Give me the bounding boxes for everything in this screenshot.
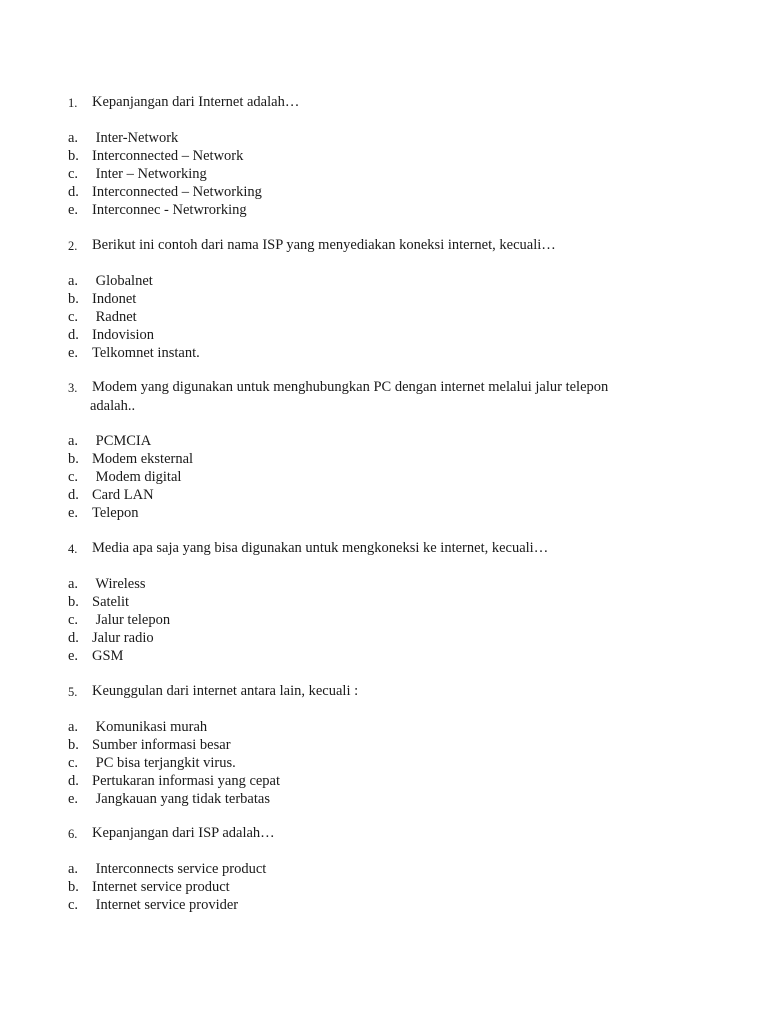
option-text: Pertukaran informasi yang cepat	[92, 773, 281, 789]
options-list	[68, 718, 688, 808]
option-c	[68, 754, 688, 772]
option-e	[68, 504, 688, 522]
option-text: Interconnects service product	[92, 861, 267, 877]
question-3	[68, 378, 688, 522]
question-4	[68, 539, 688, 665]
option-letter: c.	[68, 897, 79, 913]
option-text: Jangkauan yang tidak terbatas	[92, 791, 270, 807]
option-e	[68, 344, 688, 362]
option-a	[68, 129, 688, 147]
option-e	[68, 201, 688, 219]
option-letter: b.	[68, 451, 79, 467]
options-list	[68, 575, 688, 665]
option-letter: a.	[68, 719, 79, 735]
option-text: Indonet	[92, 291, 137, 307]
option-letter: a.	[68, 861, 79, 877]
option-a	[68, 432, 688, 450]
option-letter: c.	[68, 166, 79, 182]
option-a	[68, 575, 688, 593]
option-text: Inter-Network	[92, 130, 179, 146]
option-c	[68, 165, 688, 183]
option-letter: b.	[68, 594, 79, 610]
option-letter: d.	[68, 773, 79, 789]
option-text: Wireless	[92, 576, 146, 592]
question-number: 3.	[68, 381, 78, 395]
option-text: Modem eksternal	[92, 451, 194, 467]
option-e	[68, 647, 688, 665]
option-text: Jalur radio	[92, 630, 154, 646]
option-letter: b.	[68, 291, 79, 307]
question-line	[68, 378, 688, 397]
question-number: 6.	[68, 827, 78, 841]
option-text: Interconnected – Network	[92, 148, 244, 164]
option-text: Komunikasi murah	[92, 719, 208, 735]
option-letter: d.	[68, 327, 79, 343]
option-a	[68, 272, 688, 290]
option-text: Indovision	[92, 327, 155, 343]
option-b	[68, 450, 688, 468]
question-text: Keunggulan dari internet antara lain, kecuali :	[92, 683, 359, 699]
question-text: Kepanjangan dari ISP adalah…	[92, 825, 275, 841]
option-text: GSM	[92, 648, 124, 664]
option-letter: e.	[68, 345, 79, 361]
option-letter: b.	[68, 737, 79, 753]
option-text: Internet service product	[92, 879, 230, 895]
option-text: Internet service provider	[92, 897, 239, 913]
question-text: Kepanjangan dari Internet adalah…	[92, 94, 300, 110]
option-text: Satelit	[92, 594, 130, 610]
option-text: Interconnected – Networking	[92, 184, 262, 200]
question-number: 1.	[68, 96, 78, 110]
question-line	[68, 539, 688, 558]
option-c	[68, 896, 688, 914]
option-letter: e.	[68, 791, 79, 807]
option-b	[68, 290, 688, 308]
option-letter: b.	[68, 879, 79, 895]
options-list	[68, 860, 688, 914]
option-e	[68, 790, 688, 808]
option-letter: e.	[68, 648, 79, 664]
option-letter: b.	[68, 148, 79, 164]
option-a	[68, 860, 688, 878]
question-6	[68, 824, 688, 914]
option-d	[68, 772, 688, 790]
question-text: Berikut ini contoh dari nama ISP yang menyediakan koneksi internet, kecuali…	[92, 237, 556, 253]
question-text-continuation: adalah..	[90, 398, 136, 414]
option-b	[68, 593, 688, 611]
option-text: Radnet	[92, 309, 137, 325]
option-letter: c.	[68, 612, 79, 628]
options-list	[68, 129, 688, 219]
option-d	[68, 486, 688, 504]
option-letter: d.	[68, 487, 79, 503]
option-b	[68, 878, 688, 896]
option-letter: e.	[68, 202, 79, 218]
option-d	[68, 326, 688, 344]
option-letter: a.	[68, 576, 79, 592]
option-text: Globalnet	[92, 273, 153, 289]
option-text: Jalur telepon	[92, 612, 171, 628]
question-line	[68, 93, 688, 112]
option-text: Telkomnet instant.	[92, 345, 200, 361]
option-d	[68, 183, 688, 201]
options-list	[68, 432, 688, 522]
question-number: 5.	[68, 685, 78, 699]
option-letter: a.	[68, 433, 79, 449]
question-number: 2.	[68, 239, 78, 253]
option-letter: c.	[68, 469, 79, 485]
option-letter: a.	[68, 130, 79, 146]
options-list	[68, 272, 688, 362]
option-c	[68, 308, 688, 326]
option-d	[68, 629, 688, 647]
option-letter: a.	[68, 273, 79, 289]
option-text: PCMCIA	[92, 433, 152, 449]
question-1	[68, 93, 688, 219]
option-text: Telepon	[92, 505, 139, 521]
question-text: Media apa saja yang bisa digunakan untuk mengkoneksi ke internet, kecuali…	[92, 540, 549, 556]
question-2	[68, 236, 688, 362]
option-c	[68, 468, 688, 486]
option-b	[68, 147, 688, 165]
question-number: 4.	[68, 542, 78, 556]
option-b	[68, 736, 688, 754]
question-5	[68, 682, 688, 808]
question-line	[68, 824, 688, 843]
option-letter: c.	[68, 755, 79, 771]
option-c	[68, 611, 688, 629]
option-text: PC bisa terjangkit virus.	[92, 755, 236, 771]
option-letter: d.	[68, 184, 79, 200]
option-text: Inter – Networking	[92, 166, 207, 182]
question-text: Modem yang digunakan untuk menghubungkan PC dengan internet melalui jalur telepon	[92, 379, 609, 395]
option-a	[68, 718, 688, 736]
question-line	[68, 236, 688, 255]
option-text: Interconnec - Netwrorking	[92, 202, 247, 218]
option-letter: e.	[68, 505, 79, 521]
option-text: Sumber informasi besar	[92, 737, 231, 753]
option-text: Card LAN	[92, 487, 154, 503]
option-letter: d.	[68, 630, 79, 646]
option-text: Modem digital	[92, 469, 182, 485]
question-line	[68, 682, 688, 701]
option-letter: c.	[68, 309, 79, 325]
